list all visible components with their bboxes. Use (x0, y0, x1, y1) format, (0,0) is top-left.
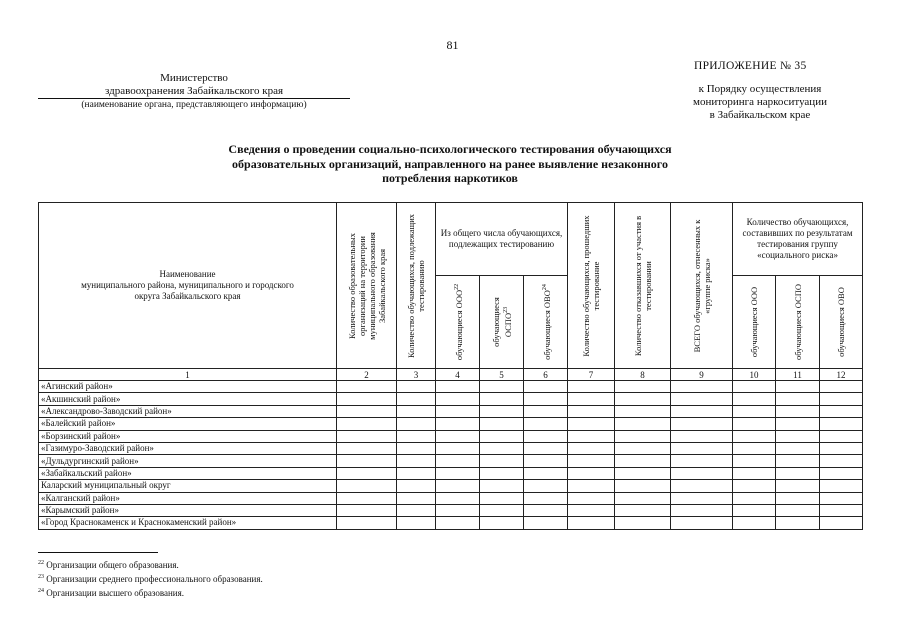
header-tested-text: Количество обучающихся, прошедших тестирование (581, 214, 601, 357)
table-cell[interactable] (733, 504, 776, 516)
column-number: 1 (39, 369, 337, 381)
column-number: 5 (480, 369, 524, 381)
footnote-ref-22: 22 (453, 283, 460, 290)
table-cell[interactable] (615, 418, 671, 430)
header-ospo-to-test (480, 276, 524, 369)
table-cell[interactable] (568, 442, 615, 454)
table-cell[interactable] (820, 381, 863, 393)
table-cell[interactable] (671, 430, 733, 442)
footnote-divider (38, 552, 158, 553)
column-number: 11 (776, 369, 820, 381)
table-cell[interactable] (524, 430, 568, 442)
appendix-subtitle-line1: к Порядку осуществления (698, 83, 822, 95)
table-cell[interactable] (436, 418, 480, 430)
table-cell[interactable] (733, 455, 776, 467)
table-cell[interactable] (615, 492, 671, 504)
table-cell[interactable] (524, 418, 568, 430)
document-title-line3: потребления наркотиков (382, 171, 518, 185)
table-cell[interactable] (397, 467, 436, 479)
table-body (39, 381, 863, 530)
table-cell[interactable] (820, 492, 863, 504)
header-municipality (39, 203, 337, 369)
column-number: 7 (568, 369, 615, 381)
table-cell[interactable] (436, 467, 480, 479)
column-numbers-row (39, 369, 863, 381)
table-cell[interactable] (615, 393, 671, 405)
table-cell[interactable] (568, 405, 615, 417)
table-cell[interactable] (820, 418, 863, 430)
table-cell[interactable] (337, 418, 397, 430)
ministry-line2: здравоохранения Забайкальского края (38, 85, 350, 99)
table-cell[interactable] (524, 442, 568, 454)
table-cell[interactable] (733, 517, 776, 529)
row-municipality-name: «Борзинский район» (39, 430, 337, 442)
row-municipality-name: «Александрово-Заводский район» (39, 405, 337, 417)
table-cell[interactable] (820, 480, 863, 492)
table-cell[interactable] (671, 480, 733, 492)
header-ooo-risk-text: обучающиеся ООО (749, 286, 759, 358)
appendix-subtitle (660, 83, 860, 122)
table-cell[interactable] (776, 381, 820, 393)
table-cell[interactable] (337, 504, 397, 516)
table-cell[interactable] (568, 504, 615, 516)
header-ospo-to-test-text (491, 282, 513, 362)
footnote-text: Организации общего образования. (44, 560, 179, 570)
document-title (150, 142, 750, 186)
header-org-count (337, 203, 397, 369)
table-cell[interactable] (733, 467, 776, 479)
header-ovo-to-test-text (540, 282, 552, 362)
table-cell[interactable] (820, 430, 863, 442)
table-cell[interactable] (615, 517, 671, 529)
table-cell[interactable] (733, 480, 776, 492)
footnote-mark: 24 (38, 588, 44, 594)
table-cell[interactable] (615, 405, 671, 417)
column-number: 10 (733, 369, 776, 381)
table-cell[interactable] (480, 492, 524, 504)
appendix-title: ПРИЛОЖЕНИЕ № 35 (694, 60, 807, 72)
table-cell[interactable] (776, 442, 820, 454)
table-cell[interactable] (733, 442, 776, 454)
table-cell[interactable] (436, 442, 480, 454)
table-cell[interactable] (568, 455, 615, 467)
table-cell[interactable] (568, 393, 615, 405)
header-risk-total (671, 203, 733, 369)
row-municipality-name: «Забайкальский район» (39, 467, 337, 479)
table-cell[interactable] (671, 405, 733, 417)
table-cell[interactable] (776, 492, 820, 504)
page-number: 81 (446, 38, 459, 52)
table-cell[interactable] (776, 393, 820, 405)
footnote-text: Организации высшего образования. (44, 588, 184, 598)
table-cell[interactable] (820, 467, 863, 479)
column-number: 9 (671, 369, 733, 381)
table-row (39, 455, 863, 467)
table-cell[interactable] (337, 480, 397, 492)
header-org-count-text: Количество образовательных организаций на территории муниципального образования Забайкальского края (346, 231, 387, 340)
table-cell[interactable] (733, 393, 776, 405)
table-cell[interactable] (436, 430, 480, 442)
table-cell[interactable] (820, 442, 863, 454)
header-to-test-text: Количество обучающихся, подлежащих тестированию (406, 213, 426, 358)
table-cell[interactable] (337, 381, 397, 393)
header-ospo-risk (776, 276, 820, 369)
monitoring-table (38, 202, 863, 530)
organization-caption: (наименование органа, представляющего информацию) (81, 100, 307, 110)
table-cell[interactable] (820, 504, 863, 516)
table-cell[interactable] (524, 467, 568, 479)
header-municipality-line2: муниципального района, муниципального и городского (81, 280, 294, 290)
table-cell[interactable] (397, 455, 436, 467)
table-cell[interactable] (337, 455, 397, 467)
table-cell[interactable] (480, 455, 524, 467)
footnote (38, 557, 263, 571)
table-row (39, 405, 863, 417)
header-ovo-label: обучающиеся ОВО (541, 290, 552, 360)
table-cell[interactable] (776, 455, 820, 467)
table-cell[interactable] (615, 381, 671, 393)
column-number: 6 (524, 369, 568, 381)
footnote (38, 585, 263, 599)
header-ospo-risk-text: обучающиеся ОСПО (792, 284, 803, 360)
table-row (39, 430, 863, 442)
table-cell[interactable] (524, 517, 568, 529)
table-cell[interactable] (436, 504, 480, 516)
table-cell[interactable] (436, 492, 480, 504)
table-cell[interactable] (820, 405, 863, 417)
header-group-to-test: Из общего числа обучающихся, подлежащих тестированию (436, 203, 568, 276)
table-row (39, 504, 863, 516)
footnote-mark: 22 (38, 560, 44, 566)
table-cell[interactable] (615, 504, 671, 516)
column-number: 8 (615, 369, 671, 381)
table-cell[interactable] (337, 492, 397, 504)
table-cell[interactable] (615, 467, 671, 479)
table-row (39, 418, 863, 430)
ministry-line1: Министерство (160, 72, 228, 84)
table-cell[interactable] (671, 381, 733, 393)
table-cell[interactable] (568, 418, 615, 430)
table-cell[interactable] (480, 480, 524, 492)
organization-block (38, 72, 350, 112)
document-title-line2: образовательных организаций, направленного на ранее выявление незаконного (232, 156, 668, 171)
table-cell[interactable] (337, 405, 397, 417)
header-ovo-to-test (524, 276, 568, 369)
table-cell[interactable] (671, 393, 733, 405)
column-number: 2 (337, 369, 397, 381)
table-cell[interactable] (615, 480, 671, 492)
table-cell[interactable] (337, 442, 397, 454)
table-cell[interactable] (480, 504, 524, 516)
table-row (39, 467, 863, 479)
table-row (39, 393, 863, 405)
table-cell[interactable] (436, 393, 480, 405)
footnote-text: Организации среднего профессионального образования. (44, 574, 263, 584)
table-cell[interactable] (337, 467, 397, 479)
table-cell[interactable] (480, 393, 524, 405)
table-row (39, 480, 863, 492)
table-cell[interactable] (480, 405, 524, 417)
table-cell[interactable] (776, 517, 820, 529)
table-cell[interactable] (480, 418, 524, 430)
table-cell[interactable] (524, 455, 568, 467)
table-cell[interactable] (820, 455, 863, 467)
table-cell[interactable] (397, 393, 436, 405)
column-number: 4 (436, 369, 480, 381)
row-municipality-name: Каларский муниципальный округ (39, 480, 337, 492)
table-cell[interactable] (776, 467, 820, 479)
table-cell[interactable] (776, 504, 820, 516)
table-cell[interactable] (671, 504, 733, 516)
table-cell[interactable] (436, 517, 480, 529)
table-cell[interactable] (568, 430, 615, 442)
table-cell[interactable] (397, 405, 436, 417)
header-risk-total-text: ВСЕГО обучающихся, отнесенных к «группе риска» (691, 219, 712, 352)
header-refused-text: Количество отказавшихся от участия в тестировании (632, 215, 653, 356)
table-cell[interactable] (820, 517, 863, 529)
header-refused (615, 203, 671, 369)
header-ooo-to-test (436, 276, 480, 369)
table-cell[interactable] (337, 393, 397, 405)
table-cell[interactable] (397, 418, 436, 430)
table-cell[interactable] (615, 442, 671, 454)
header-ooo-label: обучающиеся ООО (453, 289, 464, 361)
table-cell[interactable] (671, 467, 733, 479)
table-cell[interactable] (480, 430, 524, 442)
table-cell[interactable] (480, 381, 524, 393)
row-municipality-name: «Акшинский район» (39, 393, 337, 405)
table-cell[interactable] (397, 492, 436, 504)
appendix-subtitle-line2: мониторинга наркоситуации (693, 96, 827, 108)
table-cell[interactable] (524, 393, 568, 405)
table-cell[interactable] (671, 455, 733, 467)
table-cell[interactable] (524, 504, 568, 516)
footnotes (38, 557, 263, 599)
table-cell[interactable] (733, 405, 776, 417)
footnote-ref-24: 24 (541, 284, 548, 291)
table-row (39, 492, 863, 504)
table-cell[interactable] (436, 405, 480, 417)
row-municipality-name: «Карымский район» (39, 504, 337, 516)
table-cell[interactable] (615, 430, 671, 442)
table-cell[interactable] (776, 480, 820, 492)
table-cell[interactable] (776, 430, 820, 442)
table-cell[interactable] (568, 467, 615, 479)
row-municipality-name: «Калганский район» (39, 492, 337, 504)
header-municipality-line3: округа Забайкальского края (134, 291, 241, 301)
header-municipality-line1: Наименование (159, 269, 216, 279)
table-cell[interactable] (733, 492, 776, 504)
table-cell[interactable] (615, 455, 671, 467)
header-to-test (397, 203, 436, 369)
table-cell[interactable] (733, 418, 776, 430)
table-cell[interactable] (397, 504, 436, 516)
table-cell[interactable] (436, 455, 480, 467)
table-cell[interactable] (397, 381, 436, 393)
table-cell[interactable] (568, 381, 615, 393)
table-cell[interactable] (480, 517, 524, 529)
column-number: 3 (397, 369, 436, 381)
table-cell[interactable] (397, 442, 436, 454)
row-municipality-name: «Агинский район» (39, 381, 337, 393)
table-cell[interactable] (671, 492, 733, 504)
table-cell[interactable] (397, 480, 436, 492)
header-ovo-risk (820, 276, 863, 369)
table-cell[interactable] (671, 418, 733, 430)
table-cell[interactable] (568, 480, 615, 492)
row-municipality-name: «Город Краснокаменск и Краснокаменский район» (39, 517, 337, 529)
table-row (39, 517, 863, 529)
table-cell[interactable] (397, 430, 436, 442)
table-cell[interactable] (480, 442, 524, 454)
document-title-line1: Сведения о проведении социально-психологического тестирования обучающихся (228, 142, 672, 156)
row-municipality-name: «Балейский район» (39, 418, 337, 430)
table-cell[interactable] (776, 418, 820, 430)
table-cell[interactable] (524, 381, 568, 393)
table-cell[interactable] (436, 480, 480, 492)
table-cell[interactable] (733, 430, 776, 442)
table-cell[interactable] (568, 517, 615, 529)
row-municipality-name: «Газимуро-Заводский район» (39, 442, 337, 454)
header-ooo-to-test-text (452, 282, 464, 362)
table-cell[interactable] (671, 517, 733, 529)
table-cell[interactable] (337, 517, 397, 529)
table-cell[interactable] (820, 393, 863, 405)
table-cell[interactable] (524, 405, 568, 417)
footnote-mark: 23 (38, 574, 44, 580)
table-cell[interactable] (671, 442, 733, 454)
table-cell[interactable] (524, 492, 568, 504)
header-ovo-risk-text: обучающиеся ОВО (836, 287, 847, 357)
table-cell[interactable] (568, 492, 615, 504)
appendix-subtitle-line3: в Забайкальском крае (709, 109, 811, 121)
table-cell[interactable] (436, 381, 480, 393)
header-group-social-risk: Количество обучающихся, составивших по результатам тестирования группу «социального риска» (733, 203, 863, 276)
table-cell[interactable] (337, 430, 397, 442)
footnote (38, 571, 263, 585)
row-municipality-name: «Дульдургинский район» (39, 455, 337, 467)
table-row (39, 442, 863, 454)
header-tested (568, 203, 615, 369)
table-cell[interactable] (733, 381, 776, 393)
table-row (39, 381, 863, 393)
footnote-ref-23: 23 (502, 306, 509, 313)
column-number: 12 (820, 369, 863, 381)
header-ooo-risk (733, 276, 776, 369)
table-cell[interactable] (524, 480, 568, 492)
table-cell[interactable] (776, 405, 820, 417)
header-ospo-label: обучающиеся ОСПО (490, 297, 513, 347)
table-cell[interactable] (480, 467, 524, 479)
table-cell[interactable] (397, 517, 436, 529)
